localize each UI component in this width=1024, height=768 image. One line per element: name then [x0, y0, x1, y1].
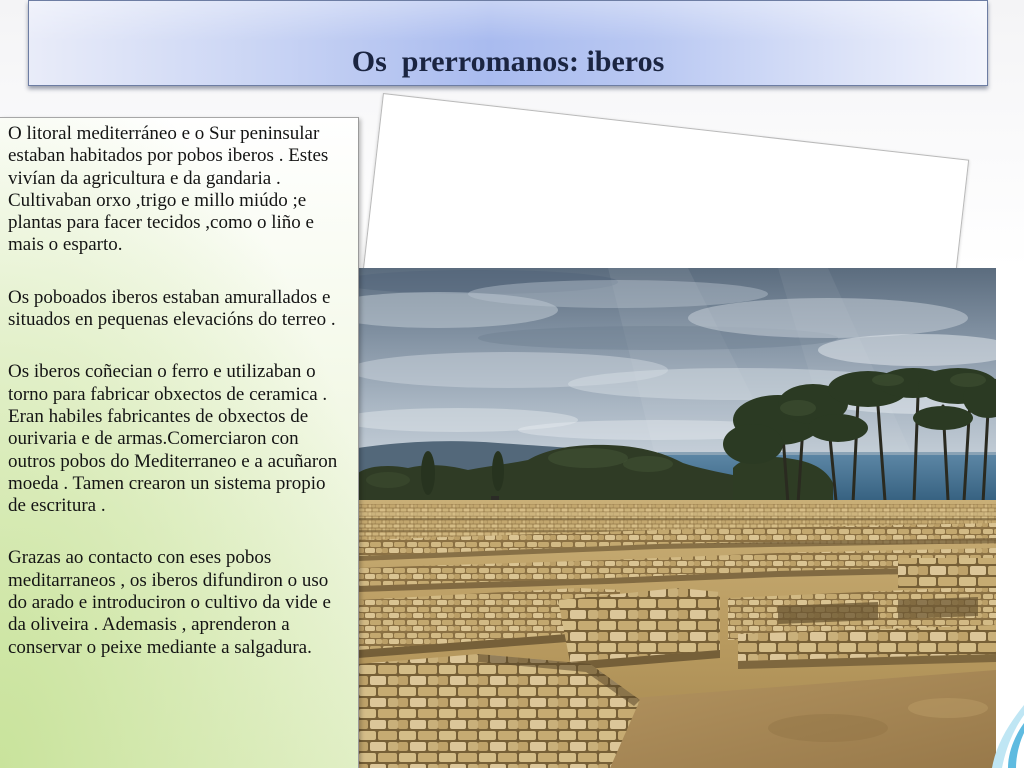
paragraph-settlements: Os poboados iberos estaban amurallados e situados en pequenas elevacións do terreo . [8, 286, 336, 331]
paragraph-crafts-trade: Os iberos coñecian o ferro e utilizaban o torno para fabricar obxectos de ceramica . Eran habiles fabricantes de obxectos de ourivaria e de armas.Comerciaron con outros pobos do Mediterraneo e a acuñaron moeda . Tamen crearon un sistema propio de escritura . [8, 361, 338, 517]
ruins-photo [358, 268, 996, 768]
title-bar [28, 0, 988, 86]
corner-swoosh-decoration [988, 705, 1024, 768]
paragraph-territory: O litoral mediterráneo e o Sur peninsular estaban habitados por pobos iberos . Estes vivían da agricultura e da gandaria . Cultivaban orxo ,trigo e millo miúdo ;e plantas para facer tecidos ,como o liño e mais o esparto. [8, 123, 329, 256]
ruins-photo-graphic [358, 268, 996, 768]
slide-title: Os prerromanos: iberos [351, 45, 665, 78]
stone-ruins [358, 500, 996, 768]
paragraph-mediterranean-contact: Grazas ao contacto con eses pobos meditarraneos , os iberos difundiron o uso do arado e introduciron o cultivo da vide e da oliveira . Ademasis , aprenderon a conservar o peixe mediante a salgadura. [8, 547, 331, 658]
text-panel [0, 117, 359, 768]
